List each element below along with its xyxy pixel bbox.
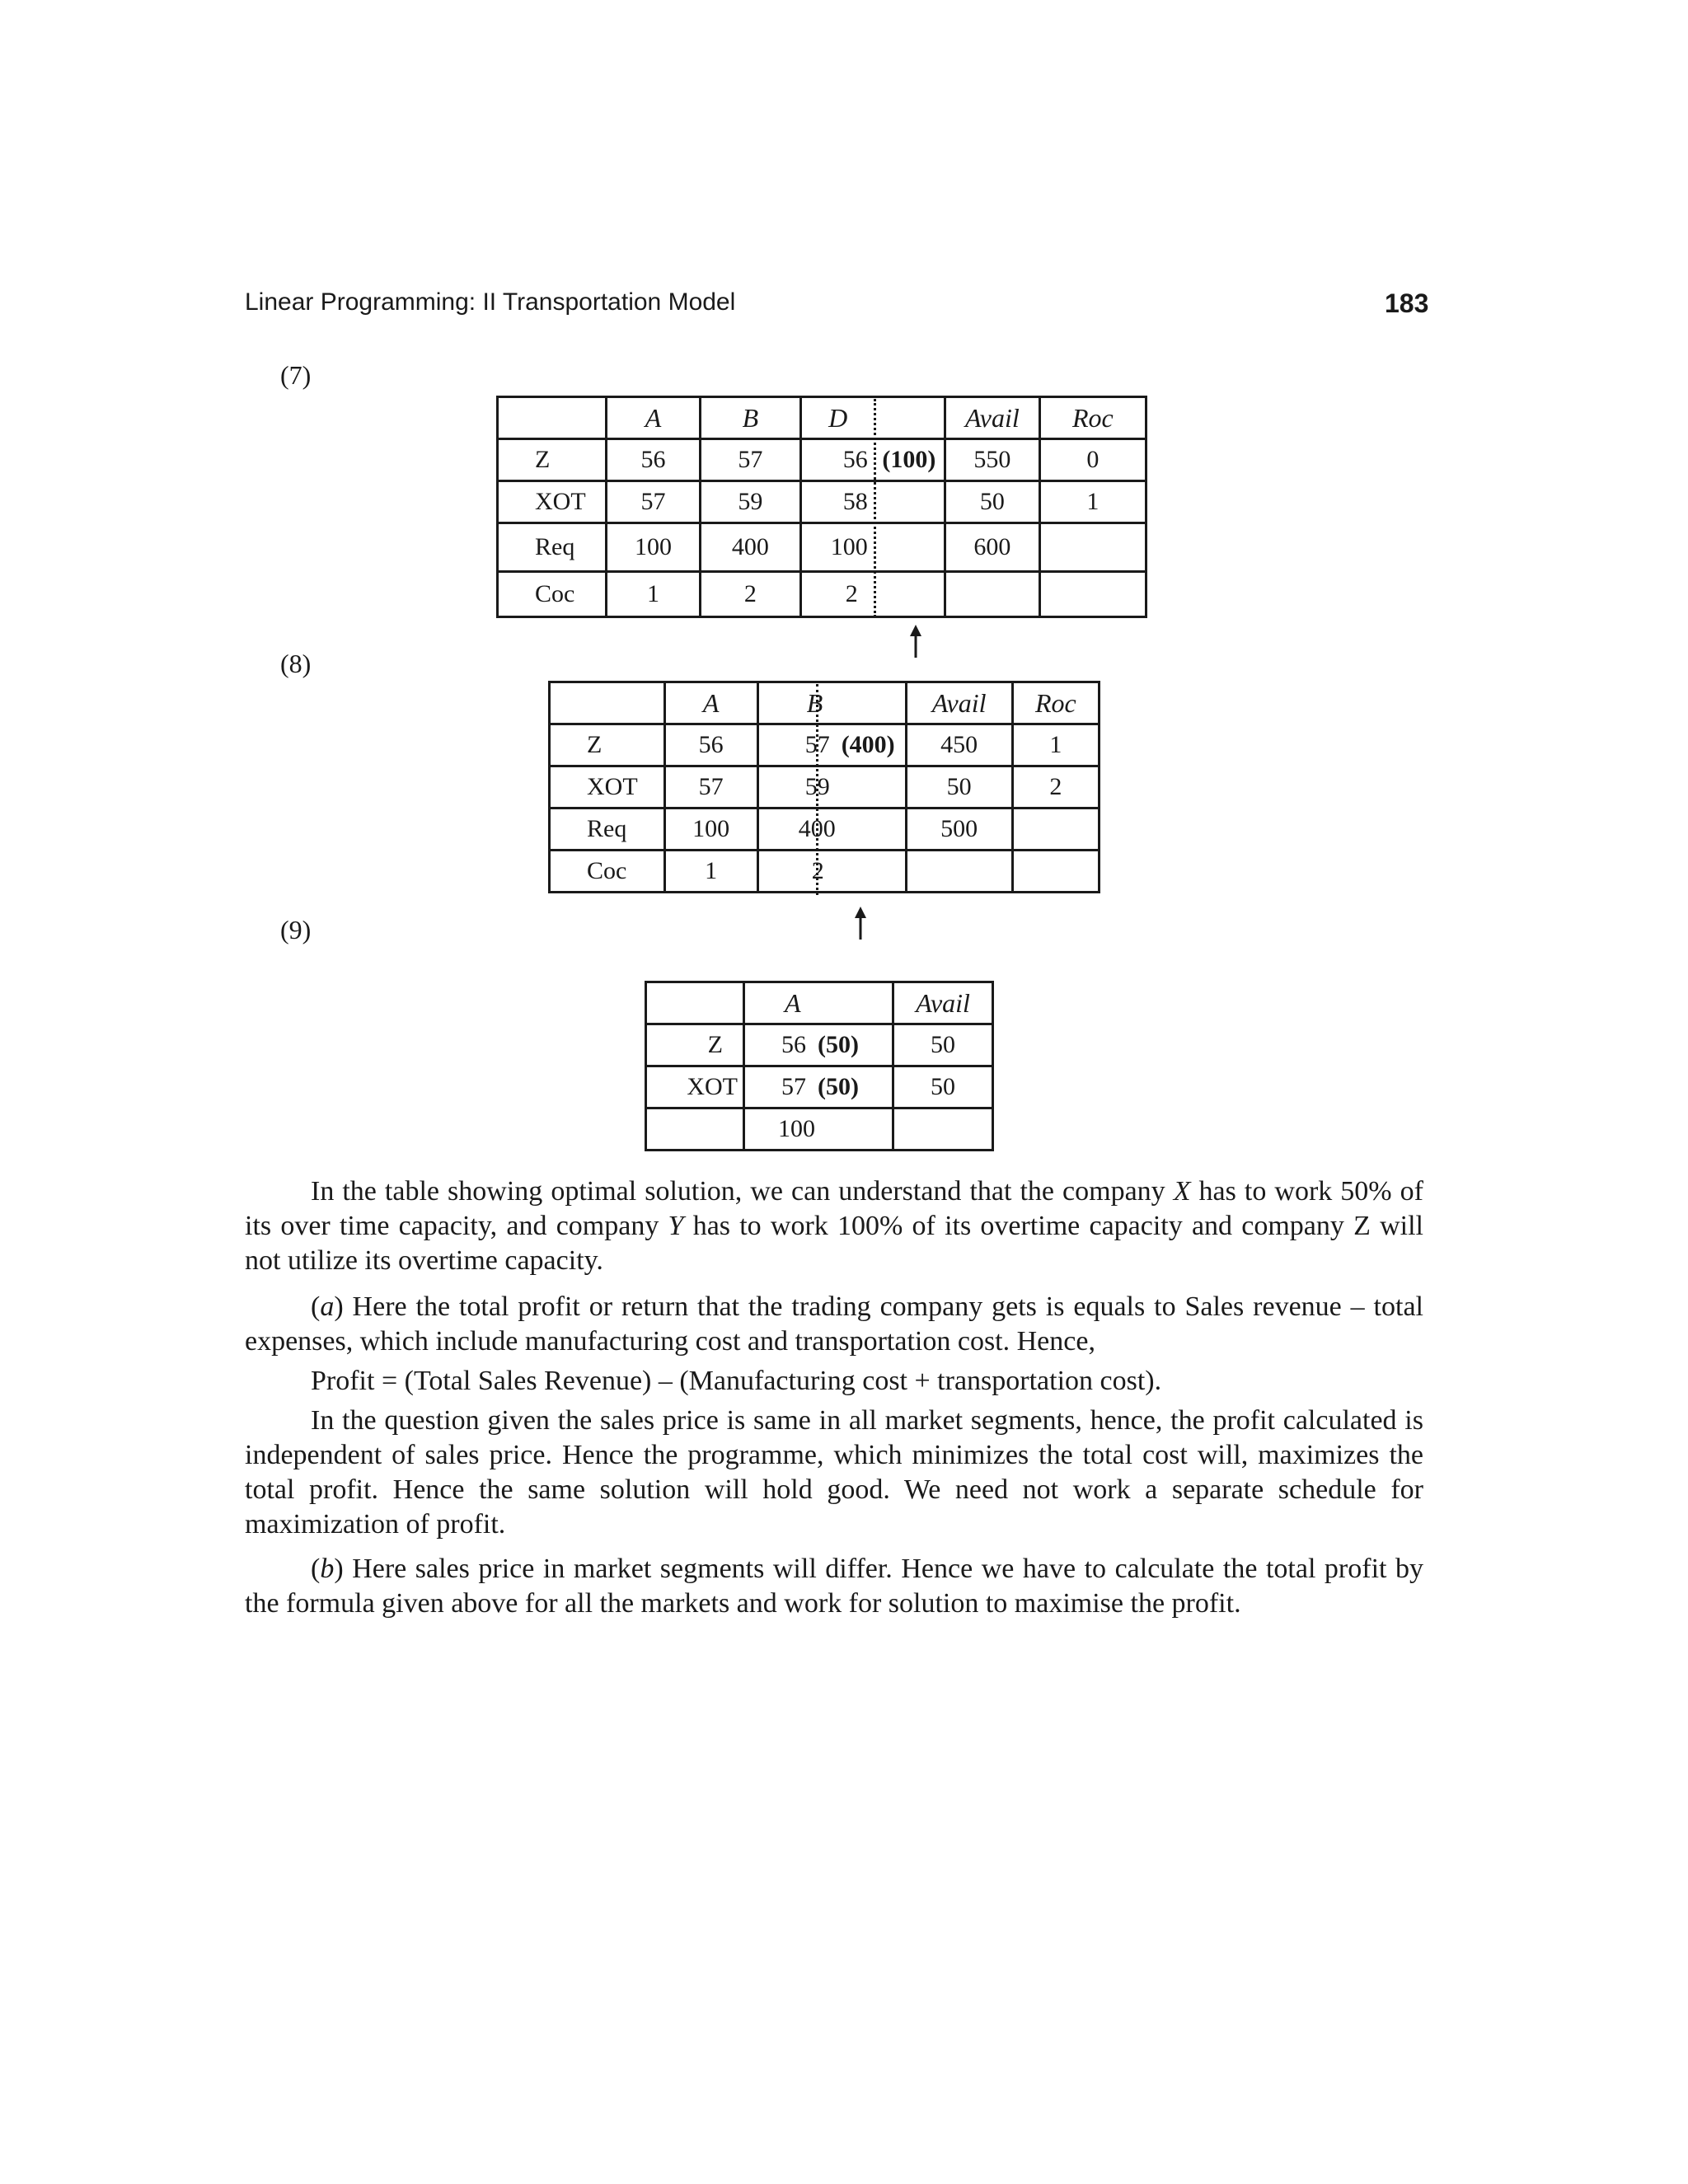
table-step-9 [645,981,994,1151]
table-cell: 57 [701,439,800,481]
table-cell: 2 [1012,766,1099,808]
table-cell: 100 [664,808,757,851]
table-cell [743,1024,893,1066]
column-header: Avail [945,397,1040,439]
column-header: Roc [1012,682,1099,724]
table-cell: 2 [757,851,906,893]
table-cell: 59 [701,481,800,523]
table-cell: 50 [893,1066,993,1108]
table-header-row [646,982,993,1024]
table-row [498,481,1146,523]
table-cell: 58 [800,481,874,523]
table-row [550,724,1100,766]
row-label: Coc [498,572,607,617]
row-label: XOT [550,766,665,808]
table-cell [646,1108,744,1151]
table-cell: 57 [664,766,757,808]
part-letter: b [320,1554,335,1584]
table-cell: 100 [800,523,874,572]
table-cell: 100 [743,1108,893,1151]
allocation-value: (400) [841,731,895,758]
table-row [550,851,1100,893]
table-cell [874,523,945,572]
table-cell [874,572,945,617]
step-label-8: (8) [280,649,312,678]
table-cell: 0 [1039,439,1146,481]
cost-value: 56 [781,1031,806,1058]
table-cell [1039,523,1146,572]
table-row [498,572,1146,617]
table-cell: 1 [1039,481,1146,523]
running-head: Linear Programming: II Transportation Model [245,288,736,316]
table-cell [757,724,906,766]
table-cell [1039,572,1146,617]
table-row [550,766,1100,808]
table-cell: 2 [800,572,874,617]
allocation-value: (50) [817,1031,859,1058]
paren: ( [311,1554,321,1584]
table-cell [498,397,607,439]
table-cell [893,1108,993,1151]
table-cell: 50 [893,1024,993,1066]
profit-formula: Profit = (Total Sales Revenue) – (Manufacturing cost + transportation cost). [311,1366,1162,1396]
cost-value: 57 [781,1073,806,1100]
allocation-cell: (100) [874,439,945,481]
allocation-value: (50) [817,1073,859,1100]
table-cell: 1 [606,572,700,617]
cost-value: 57 [804,731,830,758]
table-cell: 57 [606,481,700,523]
variable-x: X [1173,1176,1191,1207]
paragraph-part-b [245,1552,1423,1621]
table-step-8 [548,681,1100,893]
table-cell: 50 [945,481,1040,523]
table-row [646,1108,993,1151]
paragraph-text: Here sales price in market segments will differ. Hence we have to calculate the total profit by the formula given above for all the markets and work for solution to maximise the profit. [245,1554,1423,1619]
table-cell: 59 [757,766,906,808]
dotted-column-divider [874,399,876,617]
paragraph-optimal-solution [245,1174,1423,1278]
row-label: Z [498,439,607,481]
table-cell: 56 [664,724,757,766]
table-header-row [498,397,1146,439]
column-header: Avail [893,982,993,1024]
table-cell [743,1066,893,1108]
paragraph-text: In the table showing optimal solution, we can understand that the company [311,1176,1174,1207]
row-label: Coc [550,851,665,893]
column-header: A [606,397,700,439]
table-cell: 56 [800,439,874,481]
table-cell: 1 [1012,724,1099,766]
paren: ) [334,1291,344,1322]
table-cell: 400 [701,523,800,572]
column-header: B [757,682,906,724]
table-cell [874,397,945,439]
table-cell [646,982,744,1024]
table-cell: 500 [906,808,1012,851]
row-label: Z [646,1024,744,1066]
table-step-7 [496,396,1147,618]
table-row [498,523,1146,572]
table-cell [1012,851,1099,893]
table-cell: 400 [757,808,906,851]
column-header: Roc [1039,397,1146,439]
table-cell [906,851,1012,893]
page-number: 183 [1385,288,1429,318]
paren: ) [334,1554,344,1584]
table-header-row [550,682,1100,724]
paragraph-text: has to work 50% of its over time capacity, and company [245,1176,1423,1241]
table-cell: 56 [606,439,700,481]
column-header: Avail [906,682,1012,724]
table-cell: 450 [906,724,1012,766]
column-header: A [664,682,757,724]
variable-y: Y [668,1211,684,1241]
column-header: D [800,397,874,439]
row-label: XOT [498,481,607,523]
table-cell: 1 [664,851,757,893]
paragraph-text: has to work 100% of its overtime capacity and company Z will not utilize its overtime capacity. [245,1211,1423,1276]
up-arrow-icon [852,907,869,940]
table-cell: 2 [701,572,800,617]
dotted-column-divider [816,684,818,895]
paragraph-text: Here the total profit or return that the trading company gets is equals to Sales revenue – total expenses, which include manufacturing cost and transportation cost. Hence, [245,1291,1423,1357]
row-label: Req [550,808,665,851]
row-label: Req [498,523,607,572]
row-label: Z [550,724,665,766]
step-label-7: (7) [280,360,312,390]
table-cell [550,682,665,724]
table-cell [874,481,945,523]
table-row [550,808,1100,851]
table-cell: 50 [906,766,1012,808]
paragraph-sales-price: In the question given the sales price is same in all market segments, hence, the profit calculated is independent of sales price. Hence the programme, which minimizes the total cost will, maximizes the total profit. Hence the same solution will hold good. We need not work a separate schedule for maximization of profit. [245,1405,1423,1540]
part-letter: a [320,1291,335,1322]
paragraph-part-a [245,1290,1423,1359]
row-label: XOT [646,1066,744,1108]
table-row [646,1024,993,1066]
table-cell: 100 [606,523,700,572]
table-row [498,439,1146,481]
table-cell [945,572,1040,617]
up-arrow-icon [907,625,924,658]
paren: ( [311,1291,321,1322]
column-header: A [743,982,893,1024]
table-cell: 550 [945,439,1040,481]
step-label-9: (9) [280,915,312,944]
table-row [646,1066,993,1108]
table-cell: 600 [945,523,1040,572]
table-cell [1012,808,1099,851]
column-header: B [701,397,800,439]
